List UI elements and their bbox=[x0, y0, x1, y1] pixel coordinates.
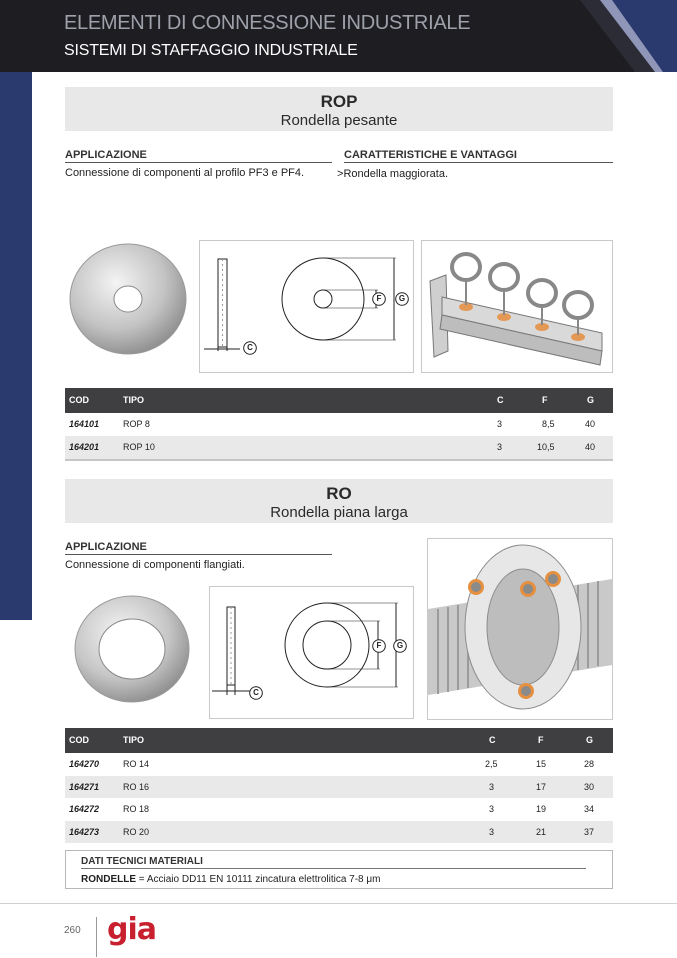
cell-f: 8,5 bbox=[542, 419, 555, 429]
col-f: F bbox=[538, 735, 544, 745]
table-row bbox=[65, 436, 613, 459]
ro-name: Rondella piana larga bbox=[270, 504, 408, 521]
bullet-icon: > bbox=[337, 168, 344, 180]
dim-label-c: C bbox=[247, 343, 253, 352]
ro-application-illustration bbox=[427, 538, 613, 720]
cell-cod: 164273 bbox=[69, 827, 100, 837]
rop-features-text: Rondella maggiorata. bbox=[343, 168, 449, 180]
materials-item-text: = Acciaio DD11 EN 10111 zincatura elettrolitica 7-8 μm bbox=[136, 874, 381, 885]
cell-c: 3 bbox=[497, 419, 503, 429]
rop-application-text: Connessione di componenti al profilo PF3 e PF4. bbox=[65, 167, 305, 179]
rop-title-box bbox=[65, 87, 613, 131]
cell-f: 15 bbox=[536, 759, 547, 769]
materials-item-label: RONDELLE bbox=[81, 874, 136, 885]
footer-rule bbox=[0, 903, 677, 904]
col-cod: COD bbox=[69, 395, 89, 405]
dim-label-c: C bbox=[253, 688, 259, 697]
table-row bbox=[65, 776, 613, 798]
cell-f: 10,5 bbox=[537, 442, 555, 452]
rop-code: ROP bbox=[320, 92, 358, 111]
rop-washer-photo bbox=[62, 240, 192, 365]
ro-application-heading: APPLICAZIONE bbox=[65, 541, 332, 555]
cell-cod: 164201 bbox=[69, 442, 100, 452]
cell-cod: 164272 bbox=[69, 804, 100, 814]
page-subtitle: SISTEMI DI STAFFAGGIO INDUSTRIALE bbox=[64, 42, 358, 59]
cell-cod: 164270 bbox=[69, 759, 100, 769]
cell-cod: 164101 bbox=[69, 419, 100, 429]
ro-table-header bbox=[65, 728, 613, 753]
materials-item bbox=[81, 874, 381, 885]
table-row bbox=[65, 798, 613, 821]
cell-g: 40 bbox=[585, 419, 596, 429]
cell-c: 3 bbox=[489, 782, 495, 792]
cell-g: 37 bbox=[584, 827, 595, 837]
dim-label-g: G bbox=[396, 641, 404, 650]
cell-tipo: RO 14 bbox=[123, 759, 150, 769]
rop-table-header bbox=[65, 388, 613, 413]
cell-g: 28 bbox=[584, 759, 595, 769]
dim-label-g: G bbox=[398, 294, 406, 303]
table-row bbox=[65, 821, 613, 843]
cell-f: 19 bbox=[536, 804, 547, 814]
rop-application-heading: APPLICAZIONE bbox=[65, 149, 332, 163]
cell-cod: 164271 bbox=[69, 782, 100, 792]
gia-logo: gia bbox=[107, 912, 157, 947]
ro-code: RO bbox=[326, 484, 352, 503]
cell-c: 3 bbox=[489, 804, 495, 814]
rop-name: Rondella pesante bbox=[280, 112, 398, 129]
header-decoration bbox=[560, 0, 677, 72]
page-header bbox=[0, 0, 677, 72]
cell-tipo: RO 16 bbox=[123, 782, 150, 792]
cell-tipo: RO 18 bbox=[123, 804, 150, 814]
col-tipo: TIPO bbox=[123, 395, 145, 405]
ro-washer-photo bbox=[68, 592, 196, 708]
col-g: G bbox=[587, 395, 595, 405]
rop-application-illustration bbox=[421, 240, 613, 373]
col-g: G bbox=[586, 735, 594, 745]
page-number: 260 bbox=[64, 925, 81, 936]
cell-g: 34 bbox=[584, 804, 595, 814]
cell-f: 17 bbox=[536, 782, 547, 792]
table-row bbox=[65, 413, 613, 436]
cell-c: 3 bbox=[497, 442, 503, 452]
col-f: F bbox=[542, 395, 548, 405]
cell-tipo: ROP 10 bbox=[123, 442, 155, 452]
col-cod: COD bbox=[69, 735, 89, 745]
ro-title-box bbox=[65, 479, 613, 523]
col-tipo: TIPO bbox=[123, 735, 145, 745]
rop-technical-drawing bbox=[199, 240, 414, 373]
ro-technical-drawing bbox=[209, 586, 414, 719]
table-divider bbox=[65, 459, 613, 461]
cell-tipo: RO 20 bbox=[123, 827, 150, 837]
cell-tipo: ROP 8 bbox=[123, 419, 150, 429]
table-row bbox=[65, 753, 613, 776]
cell-f: 21 bbox=[536, 827, 547, 837]
dim-label-f: F bbox=[376, 641, 382, 650]
col-c: C bbox=[489, 735, 496, 745]
side-band bbox=[0, 72, 32, 620]
col-c: C bbox=[497, 395, 504, 405]
page-title: ELEMENTI DI CONNESSIONE INDUSTRIALE bbox=[64, 12, 471, 34]
ro-application-text: Connessione di componenti flangiati. bbox=[65, 559, 245, 571]
cell-c: 2,5 bbox=[485, 759, 498, 769]
materials-box bbox=[65, 850, 613, 889]
cell-c: 3 bbox=[489, 827, 495, 837]
footer-divider bbox=[96, 917, 97, 957]
rop-features-item bbox=[337, 168, 448, 180]
rop-features-heading: CARATTERISTICHE E VANTAGGI bbox=[344, 149, 613, 163]
cell-g: 30 bbox=[584, 782, 595, 792]
materials-heading: DATI TECNICI MATERIALI bbox=[81, 856, 586, 869]
dim-label-f: F bbox=[376, 294, 382, 303]
cell-g: 40 bbox=[585, 442, 596, 452]
